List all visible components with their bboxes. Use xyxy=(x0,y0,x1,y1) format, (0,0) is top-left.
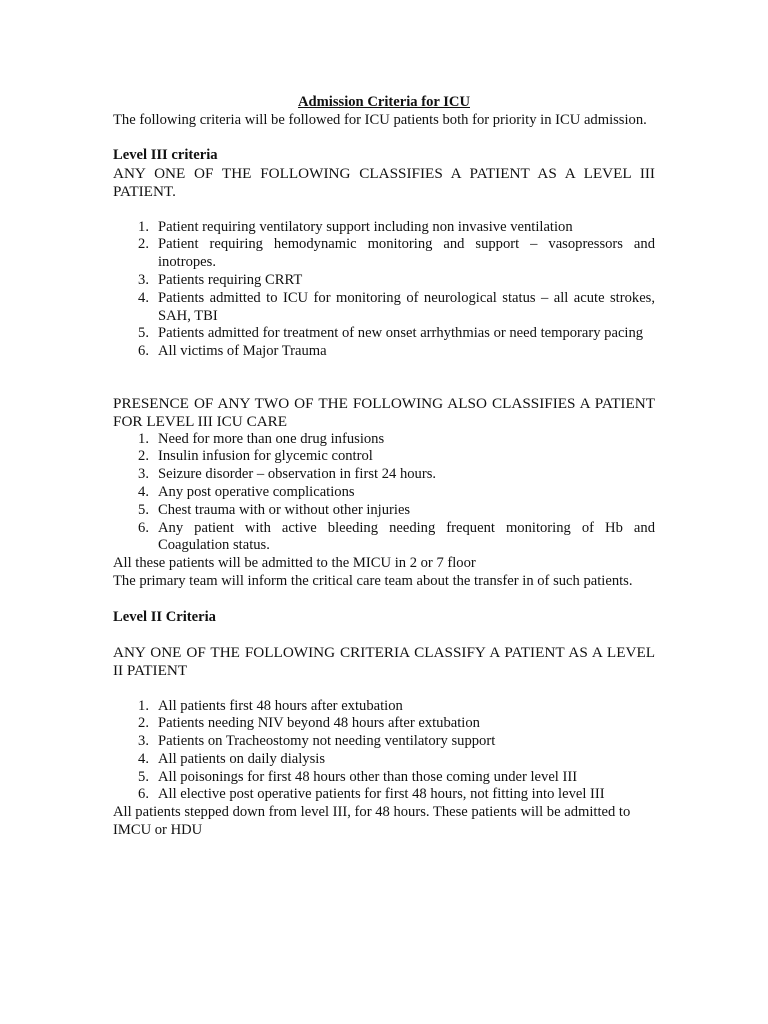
step-down-note: All patients stepped down from level III, for 48 hours. These patients will be admitted to IMCU or HDU xyxy=(113,804,631,839)
list-item: 6. All elective post operative patients for first 48 hours, not fitting into level III xyxy=(138,786,605,803)
level3-any-one-statement: ANY ONE OF THE FOLLOWING CLASSIFIES A PATIENT AS A LEVEL III PATIENT. xyxy=(113,165,655,200)
list-item: 5. Chest trauma with or without other injuries xyxy=(138,501,411,518)
list-item: 3. Patients on Tracheostomy not needing ventilatory support xyxy=(138,733,496,750)
list-item: 1. Need for more than one drug infusions xyxy=(138,430,385,447)
list-item: 2. Patient requiring hemodynamic monitoring and support – vasopressors and inotropes. xyxy=(138,236,655,271)
list-item: 3. Seizure disorder – observation in first 24 hours. xyxy=(138,466,437,483)
primary-team-note: The primary team will inform the critical care team about the transfer in of such patients. xyxy=(113,572,633,589)
level3-any-two-statement: PRESENCE OF ANY TWO OF THE FOLLOWING ALSO CLASSIFIES A PATIENT FOR LEVEL III ICU CARE xyxy=(113,394,655,430)
list-item: 4. Any post operative complications xyxy=(138,483,355,500)
intro-paragraph: The following criteria will be followed for ICU patients both for priority in ICU admission. xyxy=(113,111,647,128)
micu-admission-note: All these patients will be admitted to the MICU in 2 or 7 floor xyxy=(113,555,476,572)
list-item: 1. All patients first 48 hours after extubation xyxy=(138,697,403,714)
list-item: 5. Patients admitted for treatment of new onset arrhythmias or need temporary pacing xyxy=(138,325,644,342)
list-item: 5. All poisonings for first 48 hours other than those coming under level III xyxy=(138,768,578,785)
level2-any-one-statement: ANY ONE OF THE FOLLOWING CRITERIA CLASSIFY A PATIENT AS A LEVEL II PATIENT xyxy=(113,644,655,679)
level2-criteria-list xyxy=(113,698,655,805)
level3-criteria-list xyxy=(113,219,655,361)
list-item: 6. Any patient with active bleeding needing frequent monitoring of Hb and Coagulation status. xyxy=(138,519,655,554)
list-item: 3. Patients requiring CRRT xyxy=(138,271,303,288)
list-item: 2. Insulin infusion for glycemic control xyxy=(138,448,373,465)
list-item: 4. All patients on daily dialysis xyxy=(138,750,326,767)
level2-heading: Level II Criteria xyxy=(113,608,216,625)
list-item: 4. Patients admitted to ICU for monitoring of neurological status – all acute strokes, SAH, TBI xyxy=(138,289,655,324)
list-item: 1. Patient requiring ventilatory support including non invasive ventilation xyxy=(138,218,573,235)
level3-two-criteria-list xyxy=(113,431,655,556)
list-item: 2. Patients needing NIV beyond 48 hours after extubation xyxy=(138,715,480,732)
level3-heading: Level III criteria xyxy=(113,147,218,164)
list-item: 6. All victims of Major Trauma xyxy=(138,343,327,360)
document-title: Admission Criteria for ICU xyxy=(297,94,470,110)
